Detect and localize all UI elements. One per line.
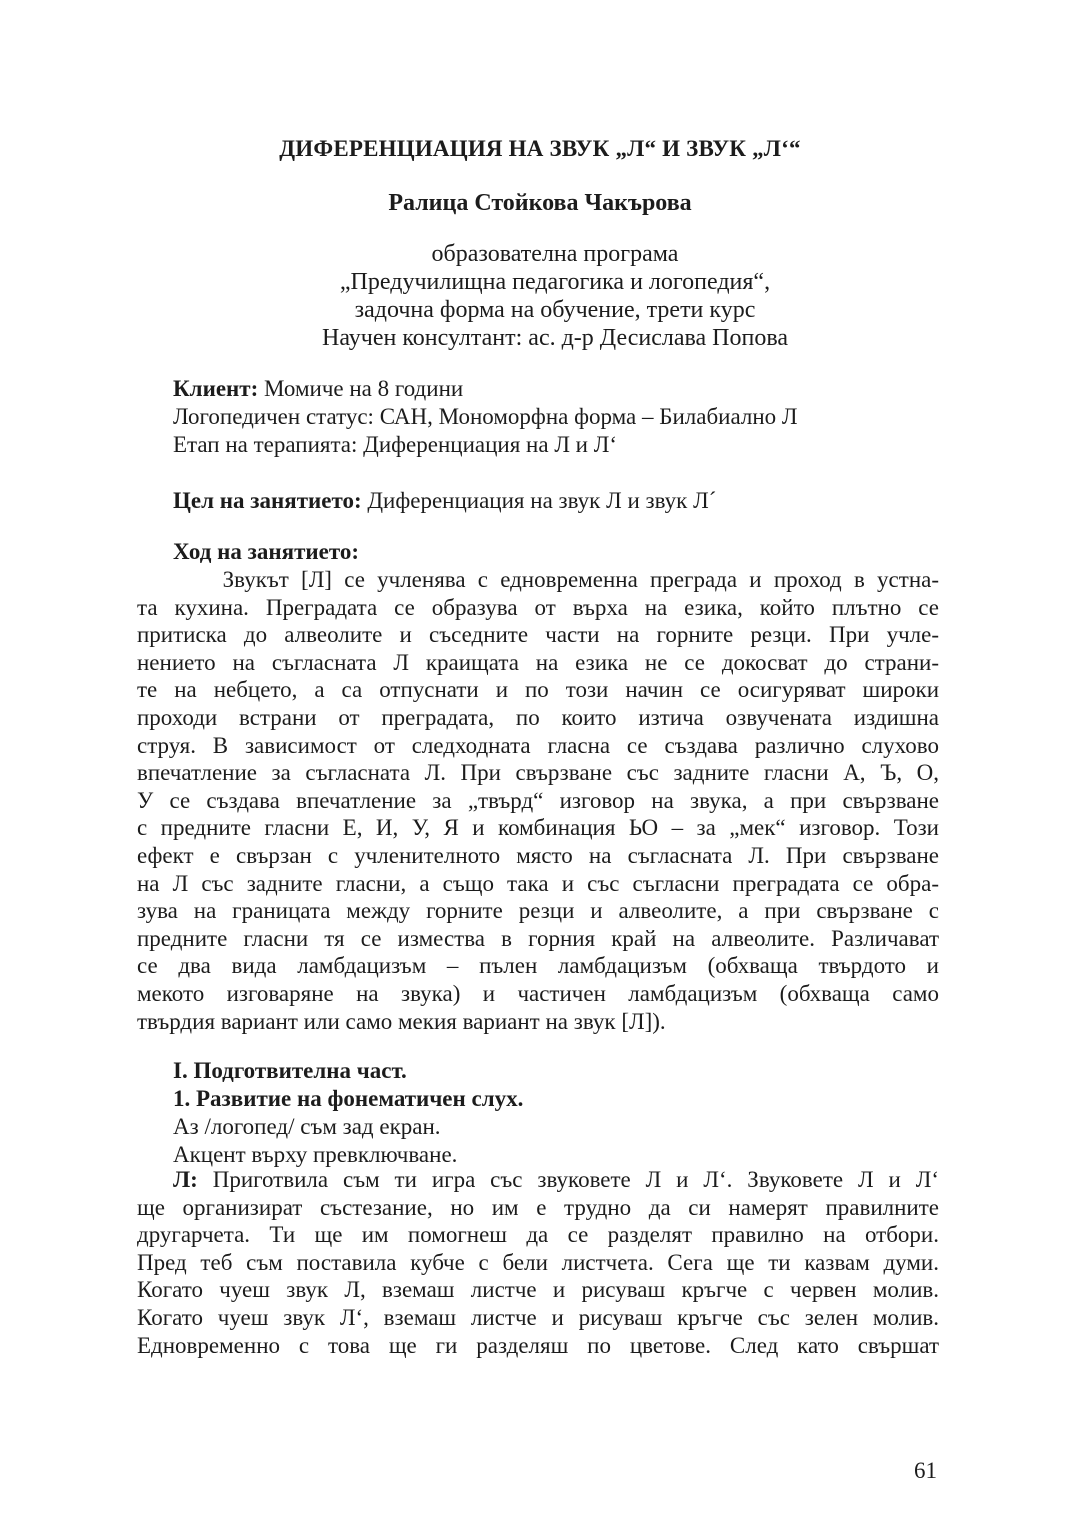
paragraph-line: предните гласни тя се измества в горния край на алвеолите. Различават xyxy=(137,925,939,951)
paragraph-line: притиска до алвеолите и съседните части на горните резци. При учле- xyxy=(137,622,939,648)
paragraph-line: нението на съгласната Л краищата на езика не се докосват до страни- xyxy=(137,649,939,675)
program-line: „Предучилищна педагогика и логопедия“, xyxy=(339,269,771,295)
paragraph-line: Пред теб съм поставила кубче с бели листчета. Сега ще ти казвам думи. xyxy=(137,1249,939,1275)
paragraph-line: та кухина. Преградата се образува от върха на езика, който плътно се xyxy=(137,594,939,620)
game-paragraph xyxy=(137,1166,939,1359)
program-info xyxy=(0,240,1080,352)
paragraph-line: впечатление за съгласната Л. При свързване със задните гласни А, Ъ, О, xyxy=(137,760,939,786)
paragraph-line: те на небцето, а са отпуснати и по този начин се осигуряват широки xyxy=(137,677,939,703)
goal-value: Диференциация на звук Л и звук Л´ xyxy=(361,488,717,513)
program-line: образователна програма xyxy=(431,241,679,267)
paragraph-line: проходи встрани от преградата, по които изтича озвучената издишна xyxy=(137,704,939,730)
goal-line xyxy=(173,487,716,515)
paragraph-line: на Л със задните гласни, а също така и със съгласни преградата се обра- xyxy=(137,870,939,896)
paragraph-line: У се създава впечатление за „твърд“ изговор на звука, а при свързване xyxy=(137,787,939,813)
paragraph-line: Звукът [Л] се учленява с едновременна преграда и проход в устна- xyxy=(137,567,939,592)
paragraph-line: ще организират състезание, но им е трудно да си намерят правилните xyxy=(137,1194,939,1220)
speaker-text: Приготвила съм ти игра със звуковете Л и Л‘. Звуковете Л и Л‘ xyxy=(197,1167,939,1192)
section-line: Аз /логопед/ съм зад екран. xyxy=(173,1114,441,1139)
client-value: Момиче на 8 години xyxy=(258,376,464,401)
program-line: Научен консултант: ас. д-р Десислава Попова xyxy=(321,325,789,351)
paragraph-line: твърдия вариант или само мекия вариант на звук [Л]). xyxy=(137,1008,666,1034)
paragraph-line: струя. В зависимост от следходната гласна се създава различно слухово xyxy=(137,732,939,758)
intro-paragraph xyxy=(137,566,939,1035)
page-number: 61 xyxy=(914,1458,937,1483)
client-info xyxy=(173,375,953,459)
section-heading: I. Подготвителна част. xyxy=(173,1058,407,1083)
subsection-heading: 1. Развитие на фонематичен слух. xyxy=(173,1086,524,1111)
stage-line: Етап на терапията: Диференциация на Л и Л‘ xyxy=(173,432,617,457)
paragraph-line: ефект е свързан с учленителното място на съгласната Л. При свързване xyxy=(137,842,939,868)
program-line: задочна форма на обучение, трети курс xyxy=(354,297,756,323)
speaker-label: Л: xyxy=(173,1167,198,1192)
paragraph-line: другарчета. Ти ще им помогнеш да се разделят правилно на отбори. xyxy=(137,1222,939,1248)
section-line: Акцент върху превключване. xyxy=(173,1142,458,1167)
paragraph-line: се два вида ламбдацизъм – пълен ламбдацизъм (обхваща твърдото и xyxy=(137,953,939,979)
client-label: Клиент: xyxy=(173,376,259,401)
status-line: Логопедичен статус: САН, Мономорфна форма – Билабиално Л xyxy=(173,404,798,429)
page-title: ДИФЕРЕНЦИАЦИЯ НА ЗВУК „Л“ И ЗВУК „Л‘“ xyxy=(279,136,801,161)
paragraph-line: Когато чуеш звук Л, вземаш листче и рисуваш кръгче с червен молив. xyxy=(137,1277,939,1303)
client-line xyxy=(173,375,953,403)
progress-heading: Ход на занятието: xyxy=(173,539,359,564)
goal-label: Цел на занятието: xyxy=(173,488,362,513)
author-name: Ралица Стойкова Чакърова xyxy=(388,190,692,216)
paragraph-line: зува на границата между горните резци и алвеолите, а при свързване с xyxy=(137,898,939,924)
paragraph-line: мекото изговаряне на звука) и частичен ламбдацизъм (обхваща само xyxy=(137,980,939,1006)
paragraph-line: с предните гласни Е, И, У, Я и комбинация ЬО – за „мек“ изговор. Този xyxy=(137,815,939,841)
paragraph-line xyxy=(137,1166,939,1194)
paragraph-line: Когато чуеш звук Л‘, вземаш листче и рисуваш кръгче със зелен молив. xyxy=(137,1304,939,1330)
paragraph-line: Едновременно с това ще ги разделяш по цветове. След като свършат xyxy=(137,1332,939,1358)
